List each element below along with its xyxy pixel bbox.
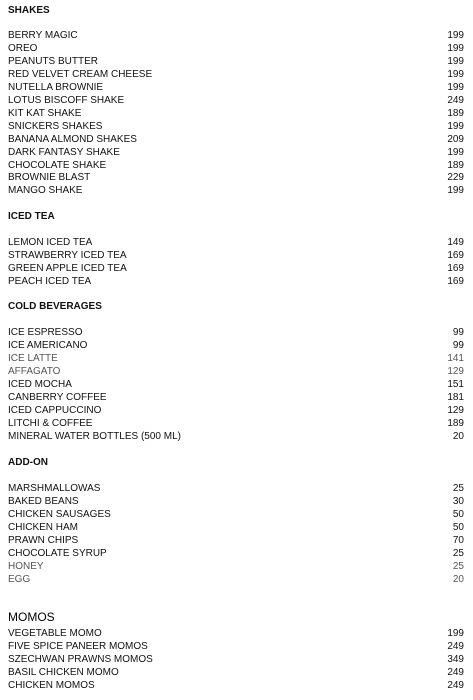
item-name: ICE ESPRESSO: [8, 327, 83, 338]
item-price: 249: [447, 641, 464, 652]
menu-item: [8, 146, 464, 159]
item-name: HONEY: [8, 560, 44, 572]
menu-item: [8, 653, 464, 666]
item-price: 151: [447, 378, 464, 390]
item-name: PRAWN CHIPS: [8, 534, 79, 546]
menu-item: [8, 430, 464, 443]
item-name: NUTELLA BROWNIE: [8, 81, 104, 93]
section-title: MOMOS: [8, 610, 55, 624]
item-price: 199: [447, 43, 464, 54]
item-price: 99: [452, 327, 464, 338]
item-name: CHOCOLATE SYRUP: [8, 547, 107, 559]
item-price: 249: [447, 666, 464, 678]
item-name: AFFAGATO: [8, 365, 61, 377]
item-name: FIVE SPICE PANEER MOMOS: [8, 641, 148, 652]
menu-item: [8, 573, 464, 586]
menu-item: [8, 666, 464, 679]
item-price: 189: [447, 417, 464, 429]
menu-item: [8, 417, 464, 430]
item-price: 141: [447, 352, 464, 364]
item-price: 199: [447, 68, 464, 80]
section-title: COLD BEVERAGES: [8, 301, 102, 312]
menu-item: [8, 68, 464, 81]
item-name: MARSHMALLOWAS: [8, 483, 101, 494]
menu-item: [8, 365, 464, 378]
menu-item: [8, 249, 464, 262]
item-name: BANANA ALMOND SHAKES: [8, 133, 137, 145]
item-price: 199: [447, 185, 464, 197]
item-name: BASIL CHICKEN MOMO: [8, 666, 119, 678]
item-price: 349: [447, 653, 464, 665]
item-price: 25: [452, 560, 464, 572]
item-name: VEGETABLE MOMO: [8, 628, 102, 639]
item-price: 129: [447, 365, 464, 377]
item-price: 249: [447, 679, 464, 691]
item-price: 199: [447, 30, 464, 41]
section-title: ICED TEA: [8, 211, 55, 222]
menu-item: [8, 404, 464, 417]
item-name: ICE AMERICANO: [8, 339, 88, 351]
menu-item: [8, 352, 464, 365]
item-name: MINERAL WATER BOTTLES (500 ML): [8, 430, 181, 442]
menu-item: [8, 482, 464, 495]
menu-item: [8, 159, 464, 172]
menu-item: [8, 171, 464, 184]
item-name: PEANUTS BUTTER: [8, 55, 99, 67]
item-name: GREEN APPLE ICED TEA: [8, 262, 127, 274]
menu-item: [8, 42, 464, 55]
menu-item: [8, 94, 464, 107]
item-name: ICED CAPPUCCINO: [8, 404, 102, 416]
menu-item: [8, 495, 464, 508]
item-price: 169: [447, 249, 464, 261]
item-name: RED VELVET CREAM CHEESE: [8, 68, 153, 80]
menu-item: [8, 547, 464, 560]
menu-item: [8, 55, 464, 68]
menu-item: [8, 508, 464, 521]
item-price: 199: [447, 55, 464, 67]
item-price: 199: [447, 146, 464, 158]
menu-item: [8, 133, 464, 146]
section-title: ADD-ON: [8, 457, 48, 468]
item-price: 209: [447, 133, 464, 145]
item-price: 20: [452, 430, 464, 442]
menu-item: [8, 339, 464, 352]
item-price: 50: [452, 521, 464, 533]
item-name: ICE LATTE: [8, 352, 58, 364]
item-name: CANBERRY COFFEE: [8, 391, 107, 403]
menu-item: [8, 391, 464, 404]
menu-item: [8, 184, 464, 197]
item-name: LOTUS BISCOFF SHAKE: [8, 94, 125, 106]
item-name: BERRY MAGIC: [8, 30, 78, 41]
item-price: 229: [447, 172, 464, 184]
menu-item: [8, 534, 464, 547]
item-price: 25: [452, 483, 464, 494]
item-name: SNICKERS SHAKES: [8, 120, 103, 132]
item-price: 30: [452, 495, 464, 507]
menu-item: [8, 627, 464, 640]
item-name: CHICKEN MOMOS: [8, 679, 95, 691]
item-price: 199: [447, 628, 464, 639]
item-name: MANGO SHAKE: [8, 185, 83, 197]
menu-item: [8, 679, 464, 692]
item-price: 199: [447, 120, 464, 132]
item-price: 249: [447, 94, 464, 106]
menu-item: [8, 521, 464, 534]
item-price: 189: [447, 159, 464, 171]
item-name: EGG: [8, 573, 31, 585]
menu-item: [8, 378, 464, 391]
menu-item: [8, 29, 464, 42]
menu-item: [8, 326, 464, 339]
menu-item: [8, 262, 464, 275]
item-name: CHICKEN HAM: [8, 521, 79, 533]
section-title: SHAKES: [8, 5, 50, 16]
item-name: LITCHI & COFFEE: [8, 417, 93, 429]
item-price: 169: [447, 275, 464, 287]
item-name: CHOCOLATE SHAKE: [8, 159, 107, 171]
item-name: CHICKEN SAUSAGES: [8, 508, 111, 520]
menu-item: [8, 107, 464, 120]
item-name: STRAWBERRY ICED TEA: [8, 249, 127, 261]
item-price: 169: [447, 262, 464, 274]
item-name: PEACH ICED TEA: [8, 275, 92, 287]
item-name: ICED MOCHA: [8, 378, 72, 390]
item-name: LEMON ICED TEA: [8, 237, 93, 248]
item-price: 99: [452, 339, 464, 351]
menu-item: [8, 560, 464, 573]
item-price: 20: [452, 573, 464, 585]
item-price: 199: [447, 81, 464, 93]
menu-item: [8, 236, 464, 249]
menu-item: [8, 640, 464, 653]
menu-item: [8, 81, 464, 94]
item-price: 189: [447, 107, 464, 119]
item-price: 181: [447, 391, 464, 403]
menu-item: [8, 120, 464, 133]
item-name: BAKED BEANS: [8, 495, 79, 507]
item-price: 129: [447, 404, 464, 416]
item-price: 149: [447, 237, 464, 248]
item-name: SZECHWAN PRAWNS MOMOS: [8, 653, 153, 665]
item-name: BROWNIE BLAST: [8, 172, 91, 184]
item-name: DARK FANTASY SHAKE: [8, 146, 120, 158]
menu-item: [8, 275, 464, 288]
item-price: 50: [452, 508, 464, 520]
item-name: OREO: [8, 43, 38, 54]
item-price: 25: [452, 547, 464, 559]
item-name: KIT KAT SHAKE: [8, 107, 82, 119]
item-price: 70: [452, 534, 464, 546]
